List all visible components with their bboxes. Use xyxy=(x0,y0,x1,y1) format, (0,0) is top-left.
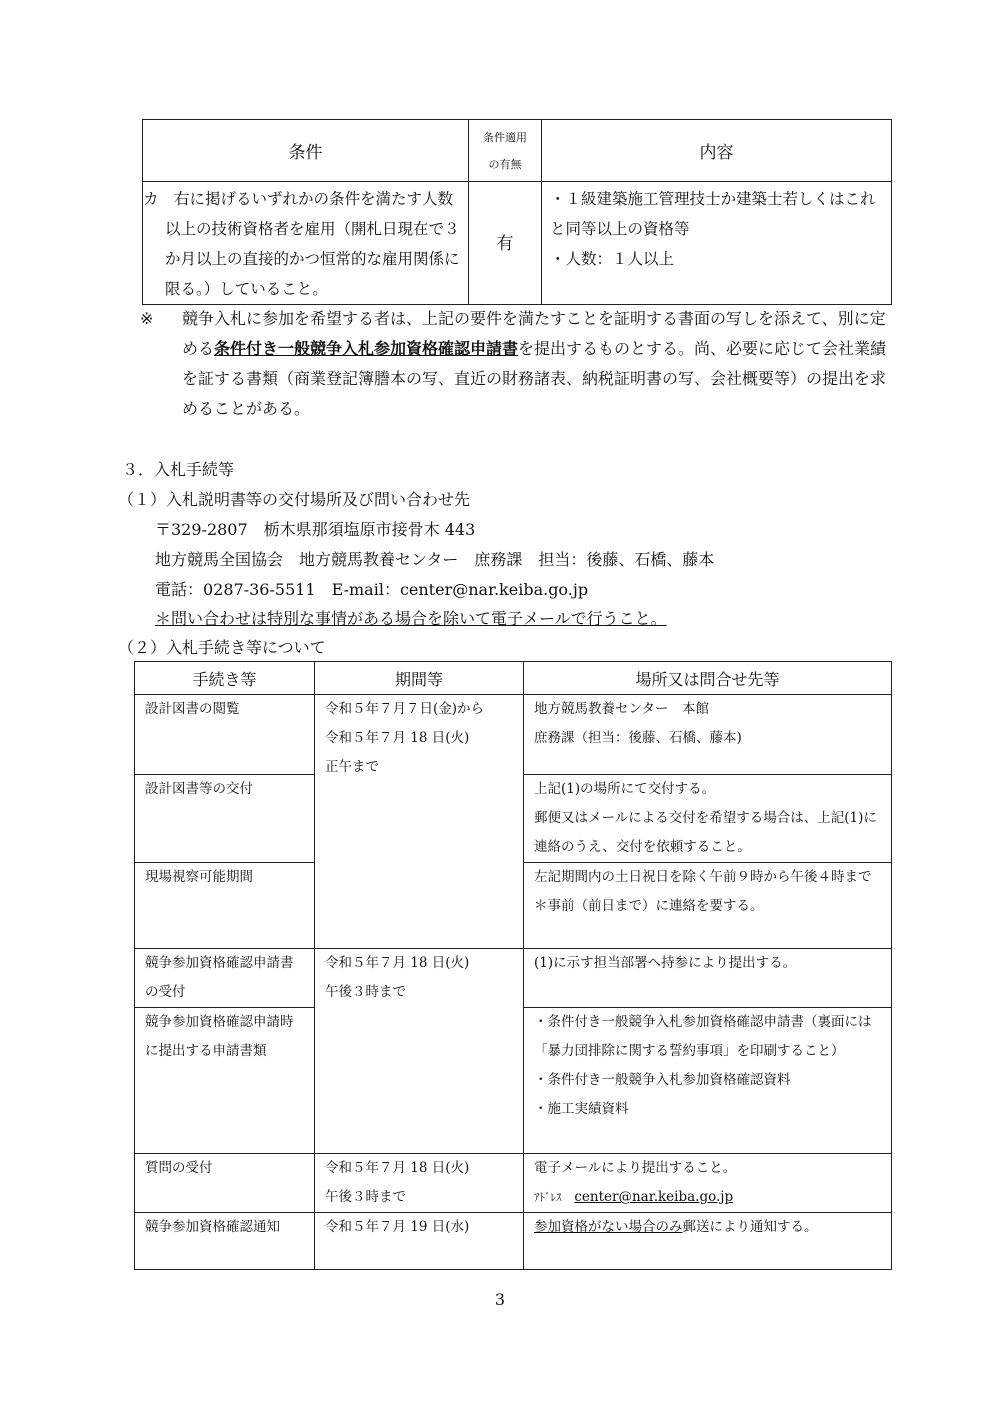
table-row-procedure: 設計図書等の交付 xyxy=(135,775,315,863)
table-row-procedure: 競争参加資格確認申請書の受付 xyxy=(135,949,315,1008)
email-notice: ＊問い合わせは特別な事情がある場合を除いて電子メールで行うこと。 xyxy=(155,609,667,628)
table-row-period: 令和５年７月 18 日(火) 午後３時まで xyxy=(315,949,524,1154)
email-address: center@nar.keiba.go.jp xyxy=(574,1189,734,1205)
subsection-1-heading: （１）入札説明書等の交付場所及び問い合わせ先 xyxy=(118,490,471,509)
table-row-place: 電子メールにより提出すること。 ｱﾄﾞﾚｽ center@nar.keiba.go.jp xyxy=(524,1154,892,1213)
header-place: 場所又は問合せ先等 xyxy=(524,662,892,695)
content-cell: ・１級建築施工管理技士か建築士若しくはこれと同等以上の資格等 ・人数：１人以上 xyxy=(542,182,892,305)
table-row-place: 参加資格がない場合のみ郵送により通知する。 xyxy=(524,1213,892,1270)
header-condition: 条件 xyxy=(143,120,469,182)
note-paragraph: ※ 競争入札に参加を希望する者は、上記の要件を満たすことを証明する書面の写しを添えて、別に定める条件付き一般競争入札参加資格確認申請書を提出するものとする。尚、必要に応じて会社業績を証する書類（商業登記簿謄本の写、直近の財務諸表、納税証明書の写、会社概要等）の提出を求めることがある。 xyxy=(140,304,900,424)
application-form-name: 条件付き一般競争入札参加資格確認申請書 xyxy=(214,339,519,358)
table-row-procedure: 競争参加資格確認申請時に提出する申請書類 xyxy=(135,1008,315,1154)
contact-line: 電話：0287-36-5511 E-mail：center@nar.keiba.go.jp xyxy=(155,580,589,599)
section-heading: ３．入札手続等 xyxy=(122,460,235,479)
table-row-place: 地方競馬教養センター 本館 庶務課（担当：後藤、石橋、藤本) xyxy=(524,695,892,775)
table-row-place: (1)に示す担当部署へ持参により提出する。 xyxy=(524,949,892,1008)
table-row-period: 令和５年７月 19 日(水) xyxy=(315,1213,524,1270)
note-mark: ※ xyxy=(140,309,154,328)
table-row-place: 左記期間内の土日祝日を除く午前９時から午後４時まで ＊事前（前日まで）に連絡を要する。 xyxy=(524,863,892,949)
address-line: 〒329-2807 栃木県那須塩原市接骨木 443 xyxy=(155,520,476,539)
page-number: 3 xyxy=(494,1290,506,1309)
organization-line: 地方競馬全国協会 地方競馬教養センター 庶務課 担当：後藤、石橋、藤本 xyxy=(155,550,715,569)
table-row-procedure: 現場視察可能期間 xyxy=(135,863,315,949)
header-applicable: 条件適用 の有無 xyxy=(469,120,542,182)
applicable-cell: 有 xyxy=(469,182,542,305)
subsection-2-heading: （２）入札手続き等について xyxy=(118,638,326,657)
table-row-period: 令和５年７月７日(金)から 令和５年７月 18 日(火) 正午まで xyxy=(315,695,524,949)
condition-cell: カ 右に掲げるいずれかの条件を満たす人数以上の技術資格者を雇用（開札日現在で３か月以上の直接的かつ恒常的な雇用関係に限る。）していること。 xyxy=(143,182,469,305)
table-row-period: 令和５年７月 18 日(火) 午後３時まで xyxy=(315,1154,524,1213)
table-row-procedure: 設計図書の閲覧 xyxy=(135,695,315,775)
header-content: 内容 xyxy=(542,120,892,182)
table-row-procedure: 質問の受付 xyxy=(135,1154,315,1213)
table-row-place: ・条件付き一般競争入札参加資格確認申請書（裏面には「暴力団排除に関する誓約事項」を印刷すること） ・条件付き一般競争入札参加資格確認資料 ・施工実績資料 xyxy=(524,1008,892,1154)
table-row-procedure: 競争参加資格確認通知 xyxy=(135,1213,315,1270)
table-row-place: 上記(1)の場所にて交付する。 郵便又はメールによる交付を希望する場合は、上記(1)に連絡のうえ、交付を依頼すること。 xyxy=(524,775,892,863)
conditions-table xyxy=(142,119,892,305)
header-procedure: 手続き等 xyxy=(135,662,315,695)
header-period: 期間等 xyxy=(315,662,524,695)
procedure-table xyxy=(134,661,892,1270)
